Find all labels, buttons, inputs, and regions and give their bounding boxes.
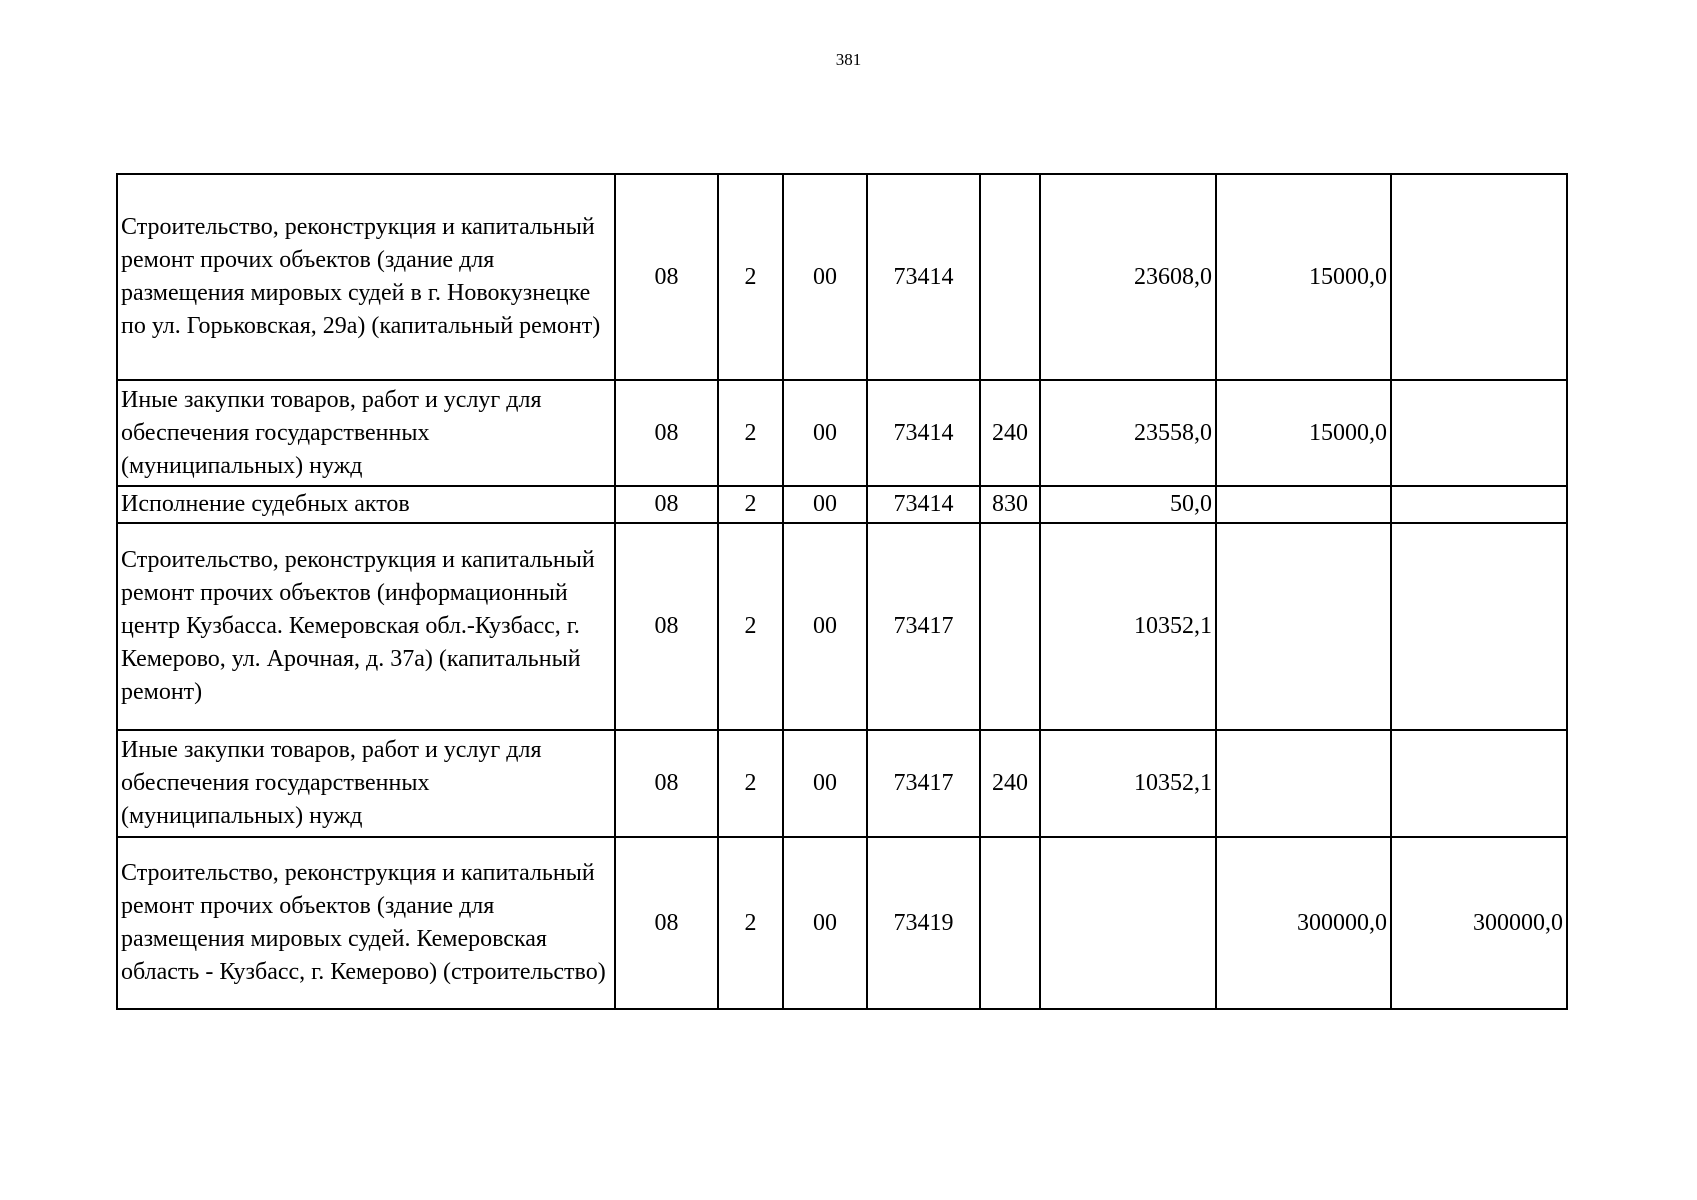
section-cell: 08 — [615, 523, 718, 730]
section-cell: 08 — [615, 486, 718, 523]
subprogram-cell: 00 — [783, 523, 867, 730]
row-name-cell: Строительство, реконструкция и капитальный ремонт прочих объектов (здание для размещения мировых судей в г. Новокузнецке по ул. Горьковская, 29а) (капитальный ремонт) — [117, 174, 615, 380]
direction-cell: 73414 — [867, 486, 980, 523]
direction-cell: 73417 — [867, 730, 980, 837]
subprogram-cell: 00 — [783, 486, 867, 523]
section-cell: 08 — [615, 380, 718, 486]
section-cell: 08 — [615, 837, 718, 1009]
sum1-cell: 10352,1 — [1040, 730, 1216, 837]
page-number: 381 — [835, 50, 862, 69]
subprogram-cell: 00 — [783, 837, 867, 1009]
direction-cell: 73414 — [867, 174, 980, 380]
sum1-cell: 23608,0 — [1040, 174, 1216, 380]
expense-type-cell — [980, 523, 1040, 730]
sum3-cell: 300000,0 — [1391, 837, 1567, 1009]
budget-table — [116, 173, 1568, 1010]
program-cell: 2 — [718, 523, 783, 730]
sum3-cell — [1391, 486, 1567, 523]
direction-cell: 73417 — [867, 523, 980, 730]
section-cell: 08 — [615, 174, 718, 380]
sum3-cell — [1391, 174, 1567, 380]
direction-cell: 73414 — [867, 380, 980, 486]
subprogram-cell: 00 — [783, 730, 867, 837]
sum1-cell: 23558,0 — [1040, 380, 1216, 486]
sum1-cell: 50,0 — [1040, 486, 1216, 523]
subprogram-cell: 00 — [783, 174, 867, 380]
program-cell: 2 — [718, 730, 783, 837]
direction-cell: 73419 — [867, 837, 980, 1009]
row-name-cell: Иные закупки товаров, работ и услуг для обеспечения государственных (муниципальных) нужд — [117, 380, 615, 486]
table-row — [117, 730, 1567, 837]
table-row — [117, 486, 1567, 523]
expense-type-cell: 240 — [980, 380, 1040, 486]
expense-type-cell: 240 — [980, 730, 1040, 837]
program-cell: 2 — [718, 380, 783, 486]
expense-type-cell — [980, 837, 1040, 1009]
sum2-cell — [1216, 486, 1391, 523]
row-name-cell: Исполнение судебных актов — [117, 486, 615, 523]
expense-type-cell: 830 — [980, 486, 1040, 523]
sum2-cell: 300000,0 — [1216, 837, 1391, 1009]
program-cell: 2 — [718, 837, 783, 1009]
table-row — [117, 523, 1567, 730]
sum3-cell — [1391, 523, 1567, 730]
program-cell: 2 — [718, 486, 783, 523]
sum1-cell: 10352,1 — [1040, 523, 1216, 730]
section-cell: 08 — [615, 730, 718, 837]
program-cell: 2 — [718, 174, 783, 380]
row-name-cell: Строительство, реконструкция и капитальный ремонт прочих объектов (информационный центр Кузбасса. Кемеровская обл.-Кузбасс, г. Кемерово, ул. Арочная, д. 37а) (капитальный ремонт) — [117, 523, 615, 730]
table-row — [117, 174, 1567, 380]
sum1-cell — [1040, 837, 1216, 1009]
sum3-cell — [1391, 380, 1567, 486]
sum2-cell: 15000,0 — [1216, 174, 1391, 380]
expense-type-cell — [980, 174, 1040, 380]
sum2-cell — [1216, 523, 1391, 730]
table-row — [117, 837, 1567, 1009]
subprogram-cell: 00 — [783, 380, 867, 486]
sum2-cell: 15000,0 — [1216, 380, 1391, 486]
row-name-cell: Иные закупки товаров, работ и услуг для обеспечения государственных (муниципальных) нужд — [117, 730, 615, 837]
row-name-cell: Строительство, реконструкция и капитальный ремонт прочих объектов (здание для размещения мировых судей. Кемеровская область - Кузбасс, г. Кемерово) (строительство) — [117, 837, 615, 1009]
sum2-cell — [1216, 730, 1391, 837]
sum3-cell — [1391, 730, 1567, 837]
table-row — [117, 380, 1567, 486]
